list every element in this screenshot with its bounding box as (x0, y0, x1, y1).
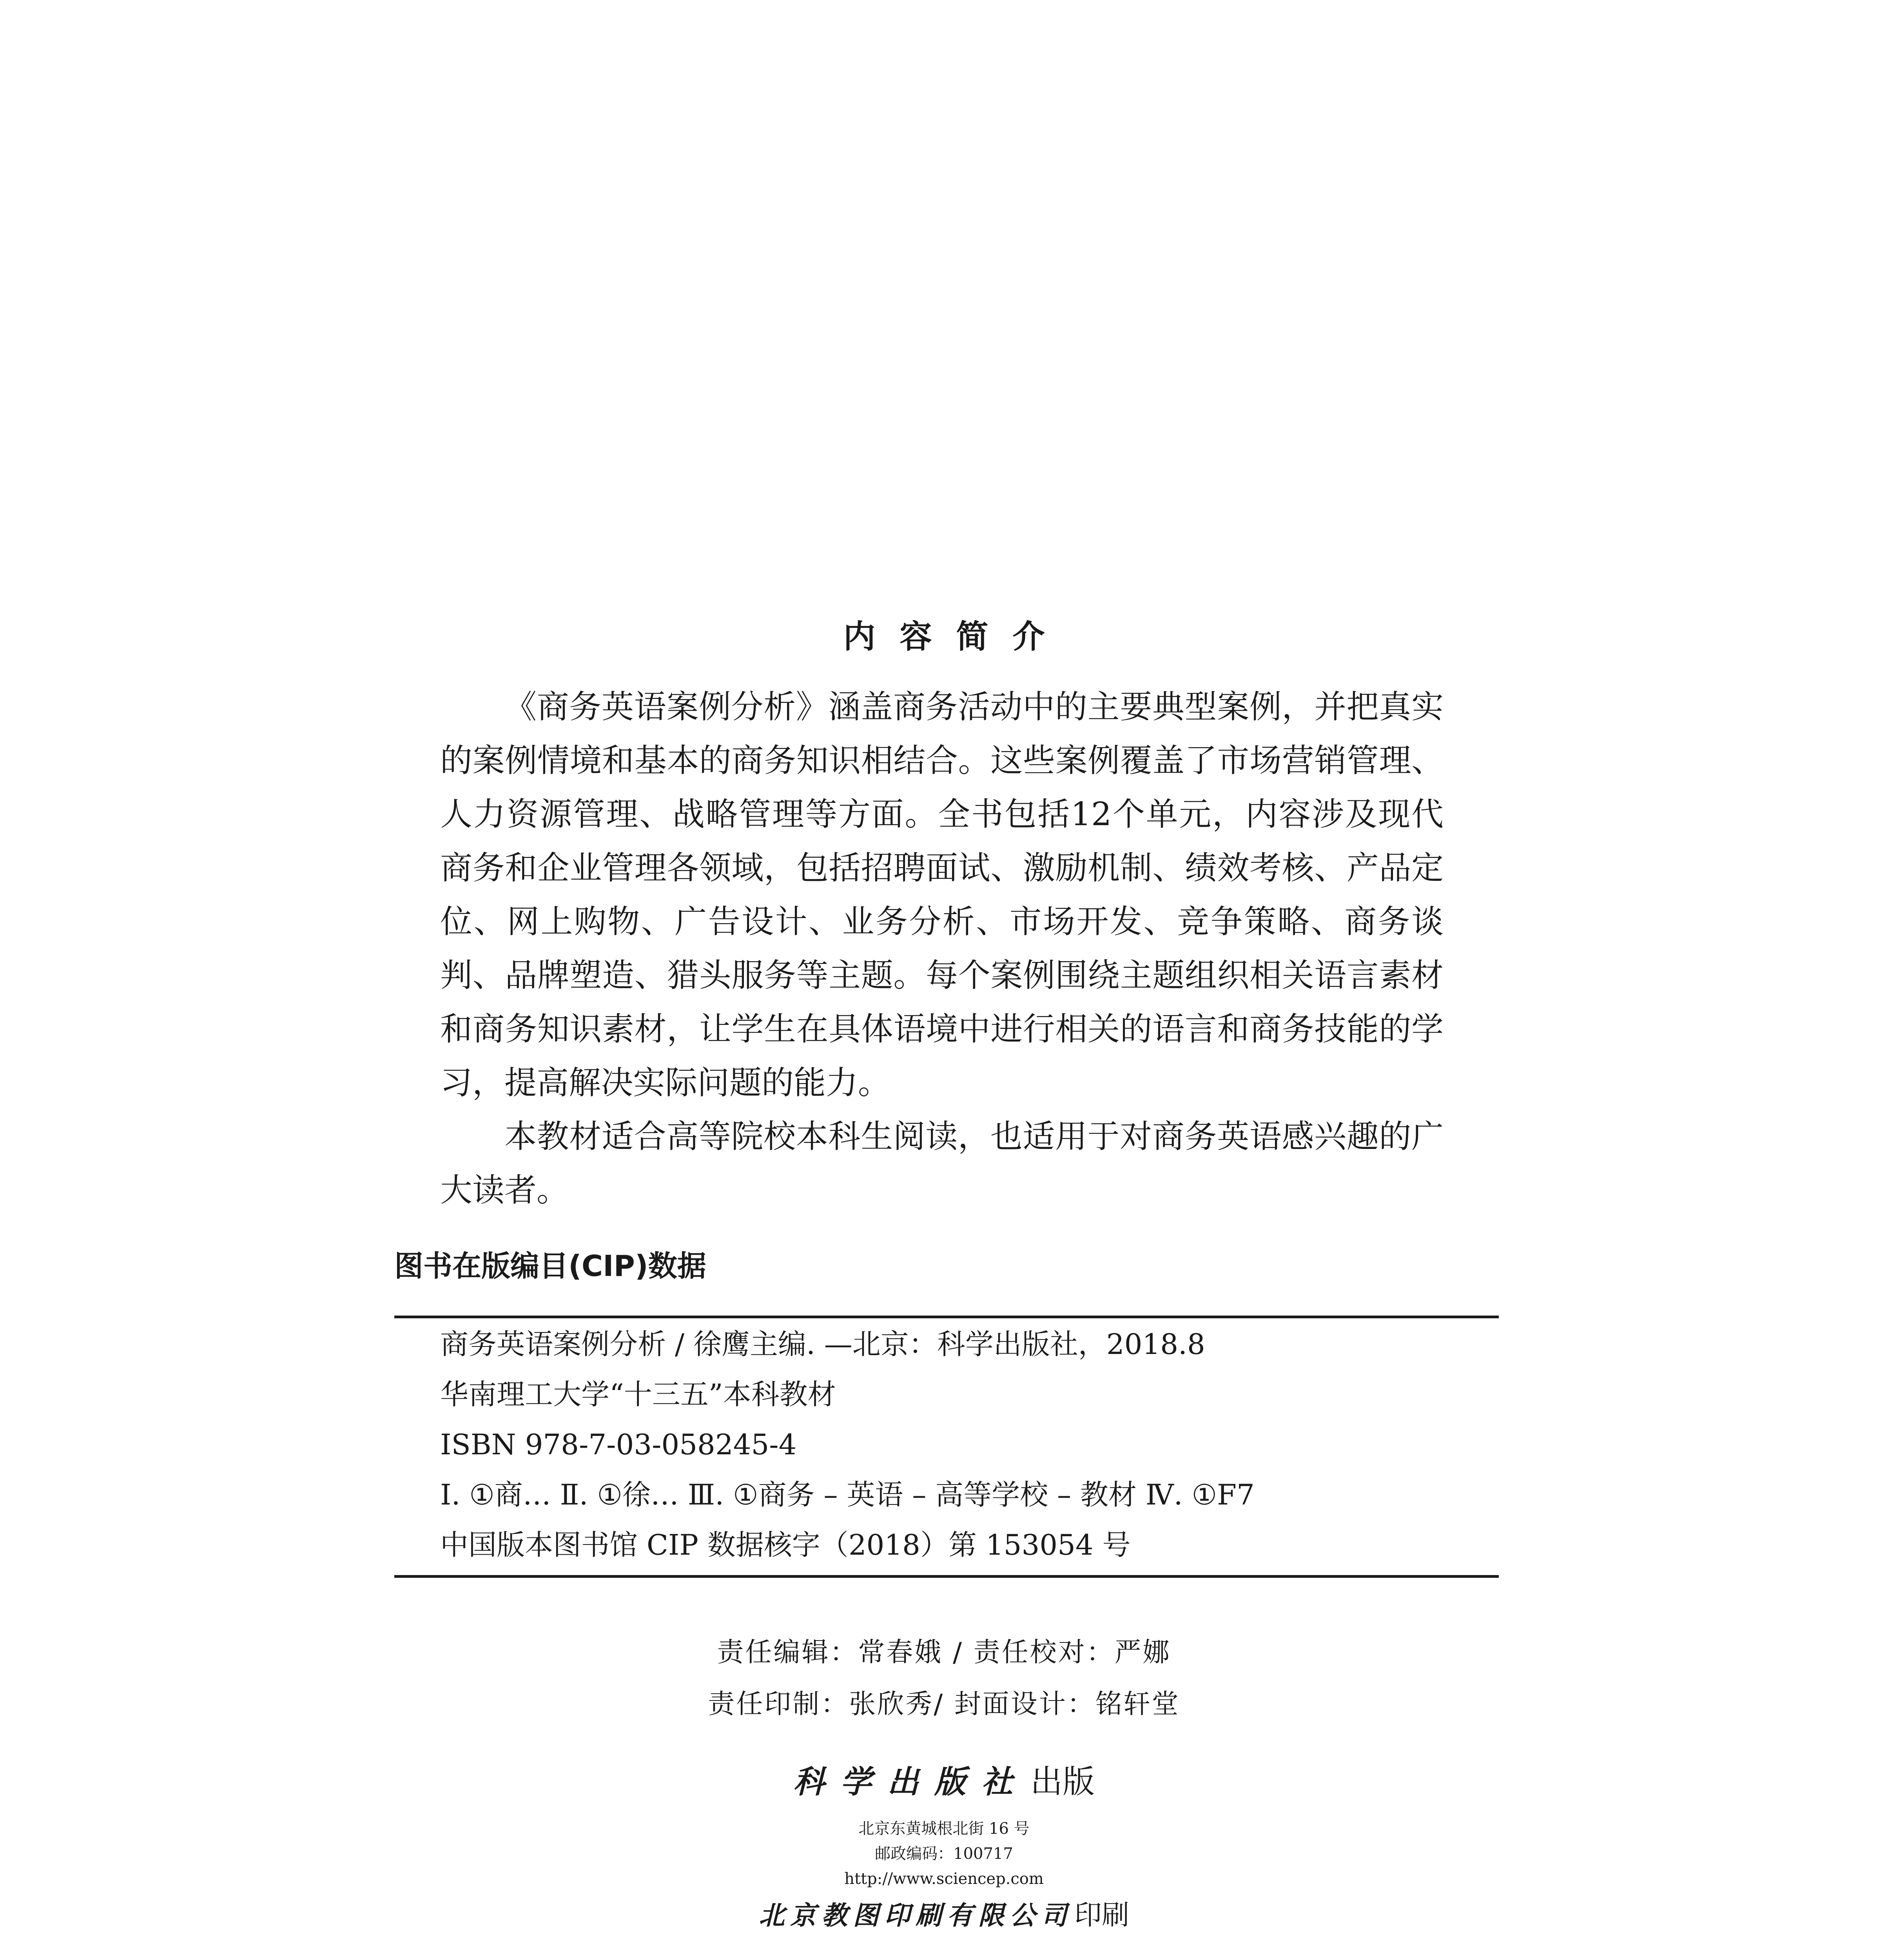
cip-classification-line: Ⅰ. ①商… Ⅱ. ①徐… Ⅲ. ①商务 – 英语 – 高等学校 – 教材 Ⅳ. ①F7 (440, 1478, 1255, 1511)
production-credit-line: 责任印制：张欣秀/ 封面设计：铭轩堂 (708, 1689, 1180, 1720)
publisher-name: 科学出版社 (793, 1763, 1028, 1800)
summary-paragraph: 《商务英语案例分析》涵盖商务活动中的主要典型案例，并把真实的案例情境和基本的商务知识相结合。这些案例覆盖了市场营销管理、人力资源管理、战略管理等方面。全书包括12个单元，内容涉及现代商务和企业管理各领域，包括招聘面试、激励机制、绩效考核、产品定位、网上购物、广告设计、业务分析、市场开发、竞争策略、商务谈判、品牌塑造、猎头服务等主题。每个案例围绕主题组织相关语言素材和商务知识素材，让学生在具体语境中进行相关的语言和商务技能的学习，提高解决实际问题的能力。 (440, 688, 1444, 1102)
cip-record-line: 中国版本图书馆 CIP 数据核字（2018）第 153054 号 (440, 1528, 1131, 1561)
cip-isbn-line: ISBN 978-7-03-058245-4 (440, 1428, 797, 1461)
summary-title: 内容简介 (843, 618, 1069, 655)
cip-series-line: 华南理工大学“十三五”本科教材 (440, 1378, 836, 1411)
cip-top-rule (394, 1316, 1499, 1318)
imprint (0, 1756, 1888, 1960)
credits (0, 1627, 1888, 1730)
distribution-line (0, 1954, 1888, 1960)
printer-line (0, 1891, 1888, 1946)
printer-suffix: 印刷 (1074, 1899, 1130, 1931)
editor-credit-line: 责任编辑：常春娥 / 责任校对：严娜 (717, 1637, 1171, 1668)
cip-heading: 图书在版编目(CIP)数据 (394, 1249, 706, 1283)
cip-title-line: 商务英语案例分析 / 徐鹰主编. —北京：科学出版社，2018.8 (440, 1328, 1205, 1361)
publisher-line (0, 1756, 1888, 1816)
summary-text (440, 680, 1444, 1217)
printer-name: 北京教图印刷有限公司 (758, 1900, 1072, 1931)
cip-bottom-rule (394, 1575, 1499, 1578)
publisher-address: 北京东黄城根北街 16 号 (858, 1820, 1030, 1838)
publisher-postcode: 邮政编码：100717 (875, 1845, 1013, 1863)
summary-paragraph: 本教材适合高等院校本科生阅读，也适用于对商务英语感兴趣的广大读者。 (440, 1118, 1444, 1209)
publisher-name-suffix: 出版 (1030, 1763, 1095, 1800)
cip-data-block (440, 1319, 1491, 1570)
publisher-url: http://www.sciencep.com (844, 1870, 1044, 1888)
